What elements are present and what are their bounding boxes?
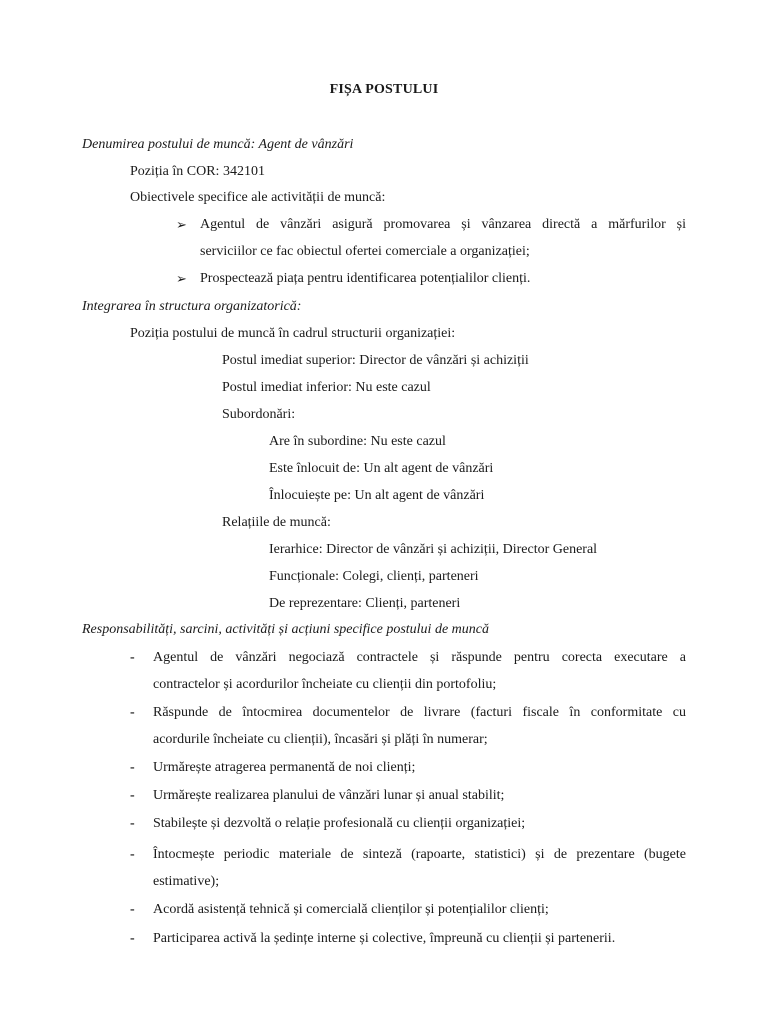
integration-heading: Integrarea în structura organizatorică:	[82, 299, 302, 314]
dash-bullet: -	[130, 650, 135, 665]
arrow-bullet-icon: ➢	[176, 271, 187, 286]
responsibility-item-line: estimative);	[153, 874, 220, 889]
dash-bullet: -	[130, 931, 135, 946]
objective-item-line: Prospectează piața pentru identificarea potențialilor clienți.	[200, 271, 531, 286]
responsibility-item-line: Urmărește realizarea planului de vânzări lunar și anual stabilit;	[153, 788, 505, 803]
dash-bullet: -	[130, 816, 135, 831]
structure-position: Poziția postului de muncă în cadrul structurii organizației:	[130, 326, 456, 341]
hierarchical-relations: Ierarhice: Director de vânzări și achiziții, Director General	[269, 542, 598, 557]
dash-bullet: -	[130, 760, 135, 775]
replaces: Înlocuiește pe: Un alt agent de vânzări	[269, 488, 485, 503]
subordinates: Are în subordine: Nu este cazul	[269, 434, 446, 449]
responsibility-item-line: acordurile încheiate cu clienții), încasări și plăți în numerar;	[153, 732, 488, 747]
inferior-position: Postul imediat inferior: Nu este cazul	[222, 380, 431, 395]
arrow-bullet-icon: ➢	[176, 217, 187, 232]
objectives-label: Obiectivele specifice ale activității de muncă:	[130, 190, 386, 205]
responsibility-item-line: Acordă asistență tehnică și comercială clienților și potențialilor clienți;	[153, 902, 549, 917]
responsibility-item-line: Agentul de vânzări negociază contractele și răspunde pentru corecta executare a	[153, 650, 686, 665]
dash-bullet: -	[130, 847, 135, 862]
cor-position: Poziția în COR: 342101	[130, 164, 265, 179]
page-title: FIȘA POSTULUI	[329, 82, 439, 97]
dash-bullet: -	[130, 902, 135, 917]
subordination-label: Subordonări:	[222, 407, 296, 422]
superior-position: Postul imediat superior: Director de vânzări și achiziții	[222, 353, 529, 368]
job-name-heading: Denumirea postului de muncă: Agent de vânzări	[82, 137, 354, 152]
functional-relations: Funcționale: Colegi, clienți, parteneri	[269, 569, 479, 584]
objective-item-line: serviciilor ce fac obiectul ofertei comerciale a organizației;	[200, 244, 530, 259]
relations-label: Relațiile de muncă:	[222, 515, 331, 530]
replaced-by: Este înlocuit de: Un alt agent de vânzări	[269, 461, 494, 476]
dash-bullet: -	[130, 705, 135, 720]
responsibility-item-line: Stabilește și dezvoltă o relație profesională cu clienții organizației;	[153, 816, 526, 831]
responsibility-item-line: Participarea activă la ședințe interne și colective, împreună cu clienții și partenerii.	[153, 931, 616, 946]
responsibility-item-line: Întocmește periodic materiale de sinteză (rapoarte, statistici) și de prezentare (bugete	[153, 847, 686, 862]
responsibility-item-line: Urmărește atragerea permanentă de noi clienți;	[153, 760, 416, 775]
responsibilities-heading: Responsabilități, sarcini, activități și acțiuni specifice postului de muncă	[82, 622, 489, 637]
responsibility-item-line: contractelor și acordurilor încheiate cu clienții din portofoliu;	[153, 677, 497, 692]
representation-relations: De reprezentare: Clienți, parteneri	[269, 596, 461, 611]
responsibility-item-line: Răspunde de întocmirea documentelor de livrare (facturi fiscale în conformitate cu	[153, 705, 686, 720]
objective-item-line: Agentul de vânzări asigură promovarea și vânzarea directă a mărfurilor și	[200, 217, 686, 232]
dash-bullet: -	[130, 788, 135, 803]
